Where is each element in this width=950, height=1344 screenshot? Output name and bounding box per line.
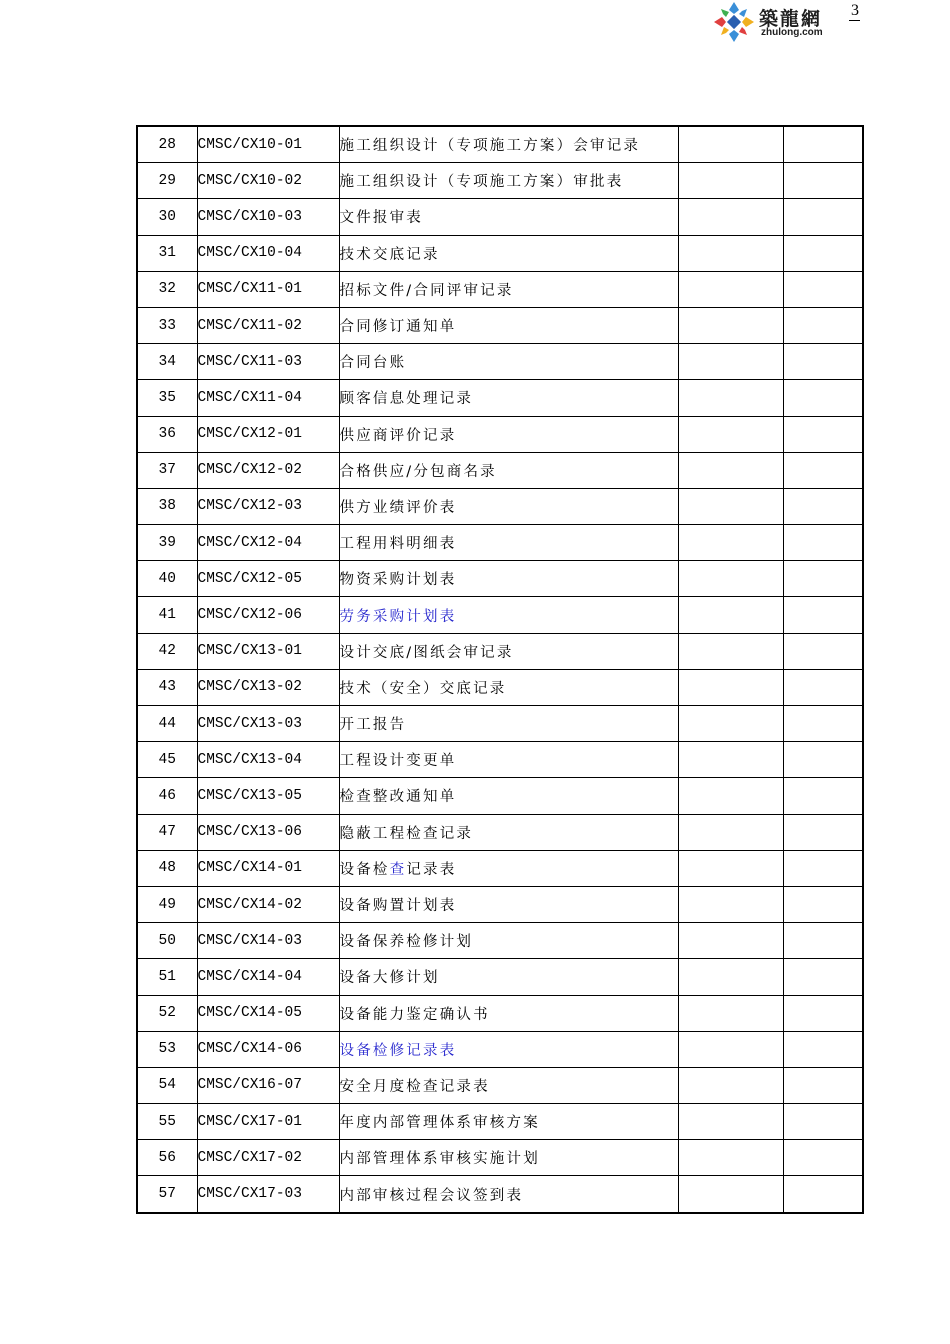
table-row — [137, 344, 863, 380]
row-number: 50 — [137, 923, 197, 959]
table-row — [137, 416, 863, 452]
blank-cell — [783, 199, 863, 235]
row-number: 53 — [137, 1031, 197, 1067]
blank-cell — [783, 416, 863, 452]
form-name: 年度内部管理体系审核方案 — [339, 1104, 678, 1140]
blank-cell — [678, 235, 783, 271]
form-name: 施工组织设计（专项施工方案）审批表 — [339, 163, 678, 199]
table-row — [137, 959, 863, 995]
blank-cell — [783, 1104, 863, 1140]
form-name: 开工报告 — [339, 706, 678, 742]
blank-cell — [783, 271, 863, 307]
blank-cell — [678, 886, 783, 922]
blank-cell — [678, 959, 783, 995]
form-name: 技术（安全）交底记录 — [339, 669, 678, 705]
table-row — [137, 742, 863, 778]
form-name: 物资采购计划表 — [339, 561, 678, 597]
form-name: 设备购置计划表 — [339, 886, 678, 922]
form-name: 安全月度检查记录表 — [339, 1067, 678, 1103]
table-row — [137, 126, 863, 163]
row-number: 35 — [137, 380, 197, 416]
form-code: CMSC/CX14-04 — [197, 959, 339, 995]
form-code: CMSC/CX16-07 — [197, 1067, 339, 1103]
form-name: 合格供应/分包商名录 — [339, 452, 678, 488]
blank-cell — [678, 669, 783, 705]
blank-cell — [783, 163, 863, 199]
table-row — [137, 235, 863, 271]
blank-cell — [783, 995, 863, 1031]
row-number: 56 — [137, 1140, 197, 1176]
logo-chinese-text: 築龍網 — [759, 8, 823, 30]
form-code: CMSC/CX14-03 — [197, 923, 339, 959]
blank-cell — [678, 488, 783, 524]
table-row — [137, 199, 863, 235]
blank-cell — [783, 1067, 863, 1103]
blank-cell — [678, 416, 783, 452]
row-number: 38 — [137, 488, 197, 524]
form-code: CMSC/CX12-02 — [197, 452, 339, 488]
form-code: CMSC/CX11-02 — [197, 307, 339, 343]
form-name: 设备检查记录表 — [339, 850, 678, 886]
form-code: CMSC/CX11-04 — [197, 380, 339, 416]
table-row — [137, 706, 863, 742]
form-code: CMSC/CX14-02 — [197, 886, 339, 922]
form-code: CMSC/CX12-05 — [197, 561, 339, 597]
form-code: CMSC/CX12-06 — [197, 597, 339, 633]
form-name: 隐蔽工程检查记录 — [339, 814, 678, 850]
table-row — [137, 380, 863, 416]
row-number: 43 — [137, 669, 197, 705]
row-number: 30 — [137, 199, 197, 235]
blank-cell — [678, 380, 783, 416]
row-number: 55 — [137, 1104, 197, 1140]
blank-cell — [783, 488, 863, 524]
blank-cell — [783, 452, 863, 488]
row-number: 28 — [137, 126, 197, 163]
table-row — [137, 886, 863, 922]
table-row — [137, 995, 863, 1031]
form-code: CMSC/CX17-01 — [197, 1104, 339, 1140]
form-code: CMSC/CX14-05 — [197, 995, 339, 1031]
blank-cell — [783, 923, 863, 959]
blank-cell — [678, 199, 783, 235]
form-name: 文件报审表 — [339, 199, 678, 235]
table-row — [137, 1140, 863, 1176]
table-row — [137, 1176, 863, 1213]
page-number-underline — [849, 20, 860, 21]
zhulong-logo — [712, 0, 842, 44]
row-number: 44 — [137, 706, 197, 742]
form-code: CMSC/CX13-02 — [197, 669, 339, 705]
form-name: 内部管理体系审核实施计划 — [339, 1140, 678, 1176]
blank-cell — [678, 633, 783, 669]
form-code: CMSC/CX10-04 — [197, 235, 339, 271]
form-register-table — [136, 125, 864, 1214]
blank-cell — [678, 923, 783, 959]
blank-cell — [783, 561, 863, 597]
blank-cell — [678, 561, 783, 597]
row-number: 41 — [137, 597, 197, 633]
form-name: 顾客信息处理记录 — [339, 380, 678, 416]
blank-cell — [783, 235, 863, 271]
form-code: CMSC/CX17-03 — [197, 1176, 339, 1213]
form-code: CMSC/CX12-01 — [197, 416, 339, 452]
table-row — [137, 525, 863, 561]
highlighted-char: 查 — [389, 861, 407, 878]
form-name: 设备保养检修计划 — [339, 923, 678, 959]
row-number: 37 — [137, 452, 197, 488]
blank-cell — [783, 1031, 863, 1067]
row-number: 54 — [137, 1067, 197, 1103]
table-row — [137, 1067, 863, 1103]
blank-cell — [678, 525, 783, 561]
table-row — [137, 923, 863, 959]
row-number: 57 — [137, 1176, 197, 1213]
logo-domain-text: zhulong.com — [761, 27, 823, 38]
blank-cell — [678, 271, 783, 307]
blank-cell — [783, 1176, 863, 1213]
blank-cell — [783, 814, 863, 850]
blank-cell — [678, 126, 783, 163]
blank-cell — [678, 344, 783, 380]
form-name: 合同修订通知单 — [339, 307, 678, 343]
form-code: CMSC/CX14-06 — [197, 1031, 339, 1067]
table-row — [137, 850, 863, 886]
blank-cell — [783, 778, 863, 814]
table-row — [137, 814, 863, 850]
table-row — [137, 307, 863, 343]
form-code: CMSC/CX11-03 — [197, 344, 339, 380]
form-name: 工程用料明细表 — [339, 525, 678, 561]
blank-cell — [678, 778, 783, 814]
row-number: 52 — [137, 995, 197, 1031]
blank-cell — [783, 307, 863, 343]
form-code: CMSC/CX14-01 — [197, 850, 339, 886]
blank-cell — [783, 633, 863, 669]
table-row — [137, 488, 863, 524]
form-code: CMSC/CX13-03 — [197, 706, 339, 742]
blank-cell — [783, 380, 863, 416]
row-number: 31 — [137, 235, 197, 271]
blank-cell — [783, 1140, 863, 1176]
blank-cell — [783, 344, 863, 380]
page-number: 3 — [851, 2, 859, 19]
blank-cell — [783, 597, 863, 633]
blank-cell — [678, 995, 783, 1031]
zhulong-logo-icon — [712, 0, 756, 44]
row-number: 47 — [137, 814, 197, 850]
table-row — [137, 633, 863, 669]
table-row — [137, 452, 863, 488]
form-name: 劳务采购计划表 — [339, 597, 678, 633]
blank-cell — [678, 1140, 783, 1176]
form-code: CMSC/CX13-06 — [197, 814, 339, 850]
form-code: CMSC/CX10-03 — [197, 199, 339, 235]
blank-cell — [783, 669, 863, 705]
blank-cell — [678, 706, 783, 742]
row-number: 33 — [137, 307, 197, 343]
row-number: 45 — [137, 742, 197, 778]
table-body — [137, 126, 863, 1213]
table-row — [137, 778, 863, 814]
row-number: 51 — [137, 959, 197, 995]
form-name: 检查整改通知单 — [339, 778, 678, 814]
row-number: 42 — [137, 633, 197, 669]
row-number: 39 — [137, 525, 197, 561]
blank-cell — [678, 1104, 783, 1140]
blank-cell — [678, 163, 783, 199]
row-number: 46 — [137, 778, 197, 814]
form-code: CMSC/CX10-02 — [197, 163, 339, 199]
form-code: CMSC/CX12-03 — [197, 488, 339, 524]
blank-cell — [678, 850, 783, 886]
row-number: 34 — [137, 344, 197, 380]
row-number: 49 — [137, 886, 197, 922]
blank-cell — [783, 886, 863, 922]
table-row — [137, 597, 863, 633]
blank-cell — [783, 126, 863, 163]
blank-cell — [678, 597, 783, 633]
table-row — [137, 271, 863, 307]
form-code: CMSC/CX13-05 — [197, 778, 339, 814]
blank-cell — [783, 706, 863, 742]
table-row — [137, 669, 863, 705]
form-name: 施工组织设计（专项施工方案）会审记录 — [339, 126, 678, 163]
row-number: 29 — [137, 163, 197, 199]
blank-cell — [678, 307, 783, 343]
blank-cell — [678, 1176, 783, 1213]
form-name: 工程设计变更单 — [339, 742, 678, 778]
form-name: 合同台账 — [339, 344, 678, 380]
form-code: CMSC/CX17-02 — [197, 1140, 339, 1176]
form-code: CMSC/CX13-01 — [197, 633, 339, 669]
blank-cell — [678, 1031, 783, 1067]
form-name: 设备检修记录表 — [339, 1031, 678, 1067]
blank-cell — [678, 1067, 783, 1103]
form-name: 设计交底/图纸会审记录 — [339, 633, 678, 669]
table-row — [137, 561, 863, 597]
row-number: 40 — [137, 561, 197, 597]
table-row — [137, 1104, 863, 1140]
blank-cell — [678, 742, 783, 778]
blank-cell — [783, 959, 863, 995]
blank-cell — [678, 452, 783, 488]
form-name: 技术交底记录 — [339, 235, 678, 271]
form-name: 内部审核过程会议签到表 — [339, 1176, 678, 1213]
blank-cell — [783, 850, 863, 886]
form-name: 供应商评价记录 — [339, 416, 678, 452]
form-name: 供方业绩评价表 — [339, 488, 678, 524]
blank-cell — [783, 742, 863, 778]
row-number: 36 — [137, 416, 197, 452]
row-number: 32 — [137, 271, 197, 307]
form-code: CMSC/CX13-04 — [197, 742, 339, 778]
table-row — [137, 163, 863, 199]
table-row — [137, 1031, 863, 1067]
form-code: CMSC/CX11-01 — [197, 271, 339, 307]
row-number: 48 — [137, 850, 197, 886]
form-code: CMSC/CX10-01 — [197, 126, 339, 163]
form-name: 设备大修计划 — [339, 959, 678, 995]
form-name: 招标文件/合同评审记录 — [339, 271, 678, 307]
blank-cell — [783, 525, 863, 561]
form-name: 设备能力鉴定确认书 — [339, 995, 678, 1031]
form-code: CMSC/CX12-04 — [197, 525, 339, 561]
blank-cell — [678, 814, 783, 850]
